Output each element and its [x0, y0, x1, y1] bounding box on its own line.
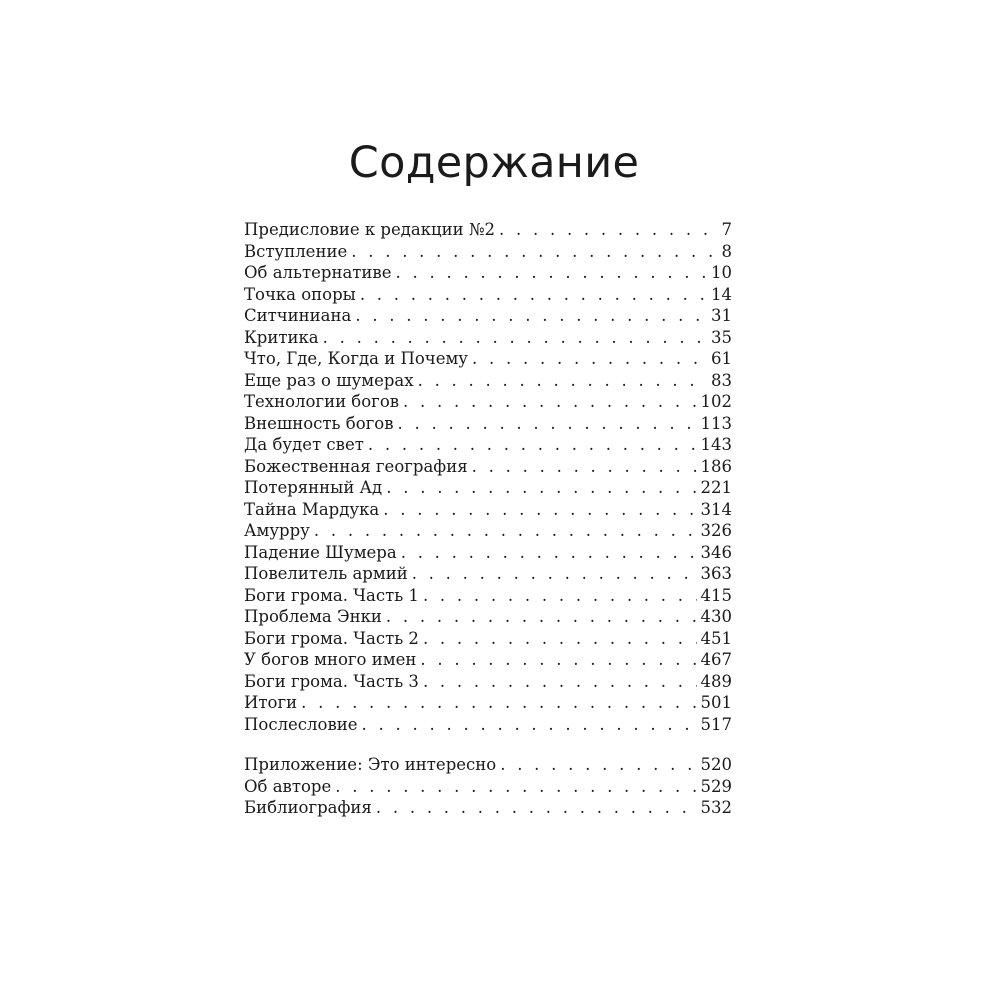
toc-entry — [244, 284, 732, 306]
toc-dot-leader — [499, 219, 718, 241]
toc-dot-leader — [403, 391, 696, 413]
toc-entry-title: Проблема Энки — [244, 607, 382, 626]
toc-entry-title: Итоги — [244, 693, 298, 712]
toc-entry-page-number: 102 — [700, 392, 732, 411]
toc-dot-leader — [423, 585, 697, 607]
toc-entry-page-number: 489 — [700, 671, 732, 691]
toc-dot-leader — [412, 563, 697, 585]
toc-dot-leader — [355, 305, 707, 327]
toc-entry — [244, 776, 732, 798]
toc-entry-page-number: 346 — [700, 542, 732, 562]
toc-dot-leader — [500, 754, 696, 776]
toc-entry-title: Критика — [244, 327, 319, 347]
toc-entry — [244, 413, 732, 435]
toc-entry — [244, 370, 732, 392]
toc-entry-page-number: 143 — [700, 435, 732, 454]
toc-entry — [244, 563, 732, 585]
toc-entry-title: Амурру — [244, 521, 310, 540]
toc-entry — [244, 542, 732, 564]
toc-entry — [244, 797, 732, 819]
toc-dot-leader — [351, 241, 717, 263]
toc-entry-page-number: 14 — [711, 284, 732, 304]
toc-entry-title: Божественная география — [244, 456, 468, 476]
toc-dot-leader — [401, 542, 697, 564]
toc-entry-title: Падение Шумера — [244, 542, 397, 562]
toc-entry-page-number: 517 — [700, 714, 732, 734]
toc-dot-leader — [362, 714, 697, 736]
toc-entry-page-number: 35 — [711, 327, 732, 347]
toc-entry-page-number: 7 — [721, 220, 732, 239]
toc-entry — [244, 219, 732, 241]
toc-entry-title: Еще раз о шумерах — [244, 370, 414, 390]
toc-entry-page-number: 529 — [700, 776, 732, 796]
toc-entry-title: Приложение: Это интересно — [244, 755, 497, 774]
toc-entry-title: Боги грома. Часть 2 — [244, 628, 419, 648]
toc-dot-leader — [383, 499, 696, 521]
toc-entry — [244, 434, 732, 456]
toc-entry — [244, 692, 732, 714]
toc-entry — [244, 585, 732, 607]
toc-dot-leader — [423, 671, 697, 693]
toc-main-list — [244, 219, 732, 735]
toc-dot-leader — [423, 628, 697, 650]
toc-entry-page-number: 326 — [700, 521, 732, 540]
page-title: Содержание — [348, 137, 640, 188]
toc-entry-page-number: 430 — [700, 607, 732, 626]
toc-entry — [244, 391, 732, 413]
toc-entry — [244, 456, 732, 478]
toc-entry — [244, 671, 732, 693]
toc-entry — [244, 754, 732, 776]
toc-entry-title: Технологии богов — [244, 392, 400, 411]
table-of-contents — [244, 219, 732, 819]
toc-entry-page-number: 10 — [711, 263, 732, 282]
toc-entry-title: Что, Где, Когда и Почему — [244, 349, 469, 368]
toc-entry-title: Боги грома. Часть 3 — [244, 671, 419, 691]
toc-entry-page-number: 363 — [700, 564, 732, 583]
toc-dot-leader — [398, 413, 697, 435]
toc-dot-leader — [360, 284, 707, 306]
toc-dot-leader — [386, 606, 697, 628]
toc-entry — [244, 499, 732, 521]
toc-entry — [244, 477, 732, 499]
toc-entry-title: У богов много имен — [244, 650, 417, 669]
toc-entry-page-number: 83 — [711, 370, 732, 390]
toc-entry-page-number: 532 — [700, 798, 732, 817]
toc-dot-leader — [395, 262, 707, 284]
toc-entry — [244, 520, 732, 542]
toc-entry — [244, 348, 732, 370]
toc-entry-title: Вступление — [244, 241, 348, 261]
toc-entry — [244, 262, 732, 284]
toc-entry-page-number: 8 — [721, 241, 732, 261]
toc-entry — [244, 606, 732, 628]
toc-entry-page-number: 520 — [700, 755, 732, 774]
toc-dot-leader — [472, 348, 707, 370]
toc-entry-title: Ситчиниана — [244, 306, 352, 325]
toc-entry-page-number: 31 — [711, 306, 732, 325]
toc-entry-title: Да будет свет — [244, 435, 364, 454]
toc-entry-page-number: 314 — [700, 499, 732, 519]
toc-entry-page-number: 186 — [700, 456, 732, 476]
toc-entry — [244, 305, 732, 327]
toc-entry — [244, 714, 732, 736]
toc-entry-title: Об авторе — [244, 776, 332, 796]
toc-entry-page-number: 113 — [700, 413, 732, 433]
toc-entry-title: Точка опоры — [244, 284, 356, 304]
toc-entry — [244, 327, 732, 349]
toc-dot-leader — [301, 692, 696, 714]
toc-entry-title: Тайна Мардука — [244, 499, 380, 519]
toc-entry-page-number: 501 — [700, 693, 732, 712]
toc-entry-title: Об альтернативе — [244, 263, 392, 282]
toc-dot-leader — [376, 797, 697, 819]
toc-dot-leader — [420, 649, 696, 671]
toc-dot-leader — [418, 370, 707, 392]
toc-entry-title: Послесловие — [244, 714, 358, 734]
toc-entry — [244, 628, 732, 650]
toc-entry — [244, 649, 732, 671]
toc-appendix-list — [244, 754, 732, 819]
toc-entry-page-number: 467 — [700, 650, 732, 669]
toc-entry-page-number: 221 — [700, 478, 732, 497]
toc-entry-page-number: 61 — [711, 349, 732, 368]
toc-entry-page-number: 415 — [700, 585, 732, 605]
toc-entry-title: Повелитель армий — [244, 564, 408, 583]
toc-dot-leader — [314, 520, 697, 542]
toc-dot-leader — [472, 456, 697, 478]
toc-dot-leader — [386, 477, 696, 499]
toc-entry-page-number: 451 — [700, 628, 732, 648]
toc-entry-title: Внешность богов — [244, 413, 394, 433]
toc-entry-title: Библиография — [244, 798, 372, 817]
toc-dot-leader — [323, 327, 707, 349]
toc-entry — [244, 241, 732, 263]
toc-entry-title: Предисловие к редакции №2 — [244, 220, 495, 239]
toc-entry-title: Боги грома. Часть 1 — [244, 585, 419, 605]
toc-dot-leader — [335, 776, 696, 798]
toc-dot-leader — [368, 434, 697, 456]
toc-entry-title: Потерянный Ад — [244, 478, 383, 497]
